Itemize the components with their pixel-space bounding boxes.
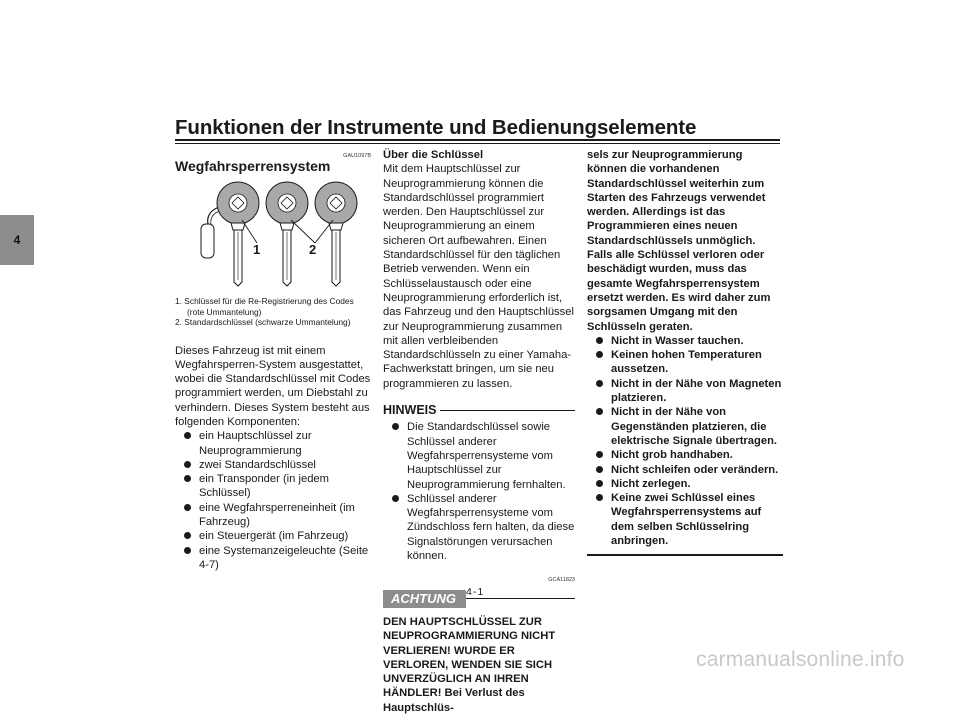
notice-header xyxy=(383,403,575,417)
keys-illustration xyxy=(175,180,371,290)
section-code: GAU1097B xyxy=(343,153,371,159)
title-rule-thin xyxy=(175,143,780,144)
notice-label: HINWEIS xyxy=(383,403,437,418)
list-item: ein Steuergerät (im Fahrzeug) xyxy=(181,529,371,543)
precaution-list xyxy=(593,334,783,548)
caution-text: DEN HAUPTSCHLÜSSEL ZUR NEUPROGRAMMIERUNG NICHT VERLIEREN! WURDE ER VERLOREN, WENDEN SIE SICH UNVERZÜGLICH AN IHREN HÄNDLER! Bei Verlust des Hauptschlüs- xyxy=(383,615,556,714)
leader-line-1 xyxy=(242,220,257,243)
keys-drawing xyxy=(175,180,371,290)
list-item: Die Standardschlüssel sowie Schlüssel anderer Wegfahrsperrensysteme vom Hauptschlüssel zur Neuprogrammierung fernhalten. xyxy=(389,420,575,491)
caution-end-rule xyxy=(587,554,783,556)
middle-column xyxy=(383,148,575,715)
standard-key-b xyxy=(315,182,357,286)
subheading: Über die Schlüssel xyxy=(383,149,484,161)
list-item: Nicht zerlegen. xyxy=(593,477,783,491)
list-item: Schlüssel anderer Wegfahrsperrensysteme vom Zündschloss fern halten, da diese Signalstörungen verursachen können. xyxy=(389,492,575,563)
leader-line-2a xyxy=(291,220,315,243)
list-item: ein Transponder (in jedem Schlüssel) xyxy=(181,472,371,501)
chapter-tab[interactable]: 4 xyxy=(0,215,34,265)
component-list xyxy=(181,429,371,572)
caution-label: ACHTUNG xyxy=(383,590,466,608)
right-column xyxy=(587,148,783,556)
leader-line-2b xyxy=(315,220,333,243)
section-heading: Wegfahrsperrensystem xyxy=(175,158,331,174)
list-item: Nicht grob handhaben. xyxy=(593,448,783,462)
key-tag xyxy=(201,224,214,258)
list-item: Nicht in der Nähe von Gegenständen platzieren, die elektrische Signale übertragen. xyxy=(593,405,783,448)
callout-2: 2 xyxy=(309,242,317,257)
left-column xyxy=(175,148,371,572)
list-item: Nicht in der Nähe von Magneten platzieren. xyxy=(593,377,783,406)
notice-list xyxy=(389,420,575,563)
list-item: Keinen hohen Temperaturen aussetzen. xyxy=(593,348,783,377)
rekey-key xyxy=(217,182,259,286)
caption-2: 2. Standardschlüssel (schwarze Ummantelung) xyxy=(175,317,351,327)
caution-rule xyxy=(466,598,575,599)
list-item: zwei Standardschlüssel xyxy=(181,458,371,472)
list-item: Nicht in Wasser tauchen. xyxy=(593,334,783,348)
list-item: eine Systemanzeigeleuchte (Seite 4-7) xyxy=(181,544,371,573)
caption-1: 1. Schlüssel für die Re-Registrierung des Codes (rote Ummantelung) xyxy=(175,296,354,317)
caution-code: GCA11823 xyxy=(548,577,575,584)
callout-1: 1 xyxy=(253,242,261,257)
standard-key-a xyxy=(266,182,308,286)
list-item: eine Wegfahrsperreneinheit (im Fahrzeug) xyxy=(181,501,371,530)
intro-paragraph: Dieses Fahrzeug ist mit einem Wegfahrsperren-System ausgestattet, wobei die Standardschlüssel mit Codes programmiert werden, um Diebstahl zu verhindern. Dieses System besteht aus folgenden Komponenten: xyxy=(175,344,371,428)
keys-paragraph: Mit dem Hauptschlüssel zur Neuprogrammierung können die Standardschlüssel programmiert werden. Den Hauptschlüssel zur Neuprogrammierung an einem sicheren Ort aufbewahren. Einen Standardschlüssel für den täglichen Betrieb verwenden. Wenn ein Schlüsselaustausch oder eine Neuprogrammierung erforderlich ist, das Fahrzeug und den Hauptschlüssel zur Neuprogrammierung zusammen mit allen verbleibenden Standardschlüsseln zu einer Yamaha-Fachwerkstatt bringen, um sie neu programmieren zu lassen. xyxy=(383,163,574,390)
notice-rule xyxy=(440,410,575,411)
caution-continued: sels zur Neuprogrammierung können die vorhandenen Standardschlüssel weiterhin zum Starten des Fahrzeugs verwendet werden. Allerdings ist das Programmieren eines neuen Standardschlüssels unmöglich. Falls alle Schlüssel verloren oder beschädigt wurden, muss das gesamte Wegfahrsperrensystem ersetzt werden. Es wird daher zum sorgsamen Umgang mit den Schlüsseln geraten. xyxy=(587,149,771,333)
page-number: 4-1 xyxy=(466,586,485,598)
list-item: Keine zwei Schlüssel eines Wegfahrsperrensystems auf dem selben Schlüsselring anbringen. xyxy=(593,491,783,548)
page-title: Funktionen der Instrumente und Bedienungselemente xyxy=(175,116,697,139)
watermark[interactable]: carmanualsonline.info xyxy=(696,648,905,671)
list-item: Nicht schleifen oder verändern. xyxy=(593,463,783,477)
title-rule xyxy=(175,139,780,141)
figure-captions xyxy=(175,296,371,328)
list-item: ein Hauptschlüssel zur Neuprogrammierung xyxy=(181,429,371,458)
